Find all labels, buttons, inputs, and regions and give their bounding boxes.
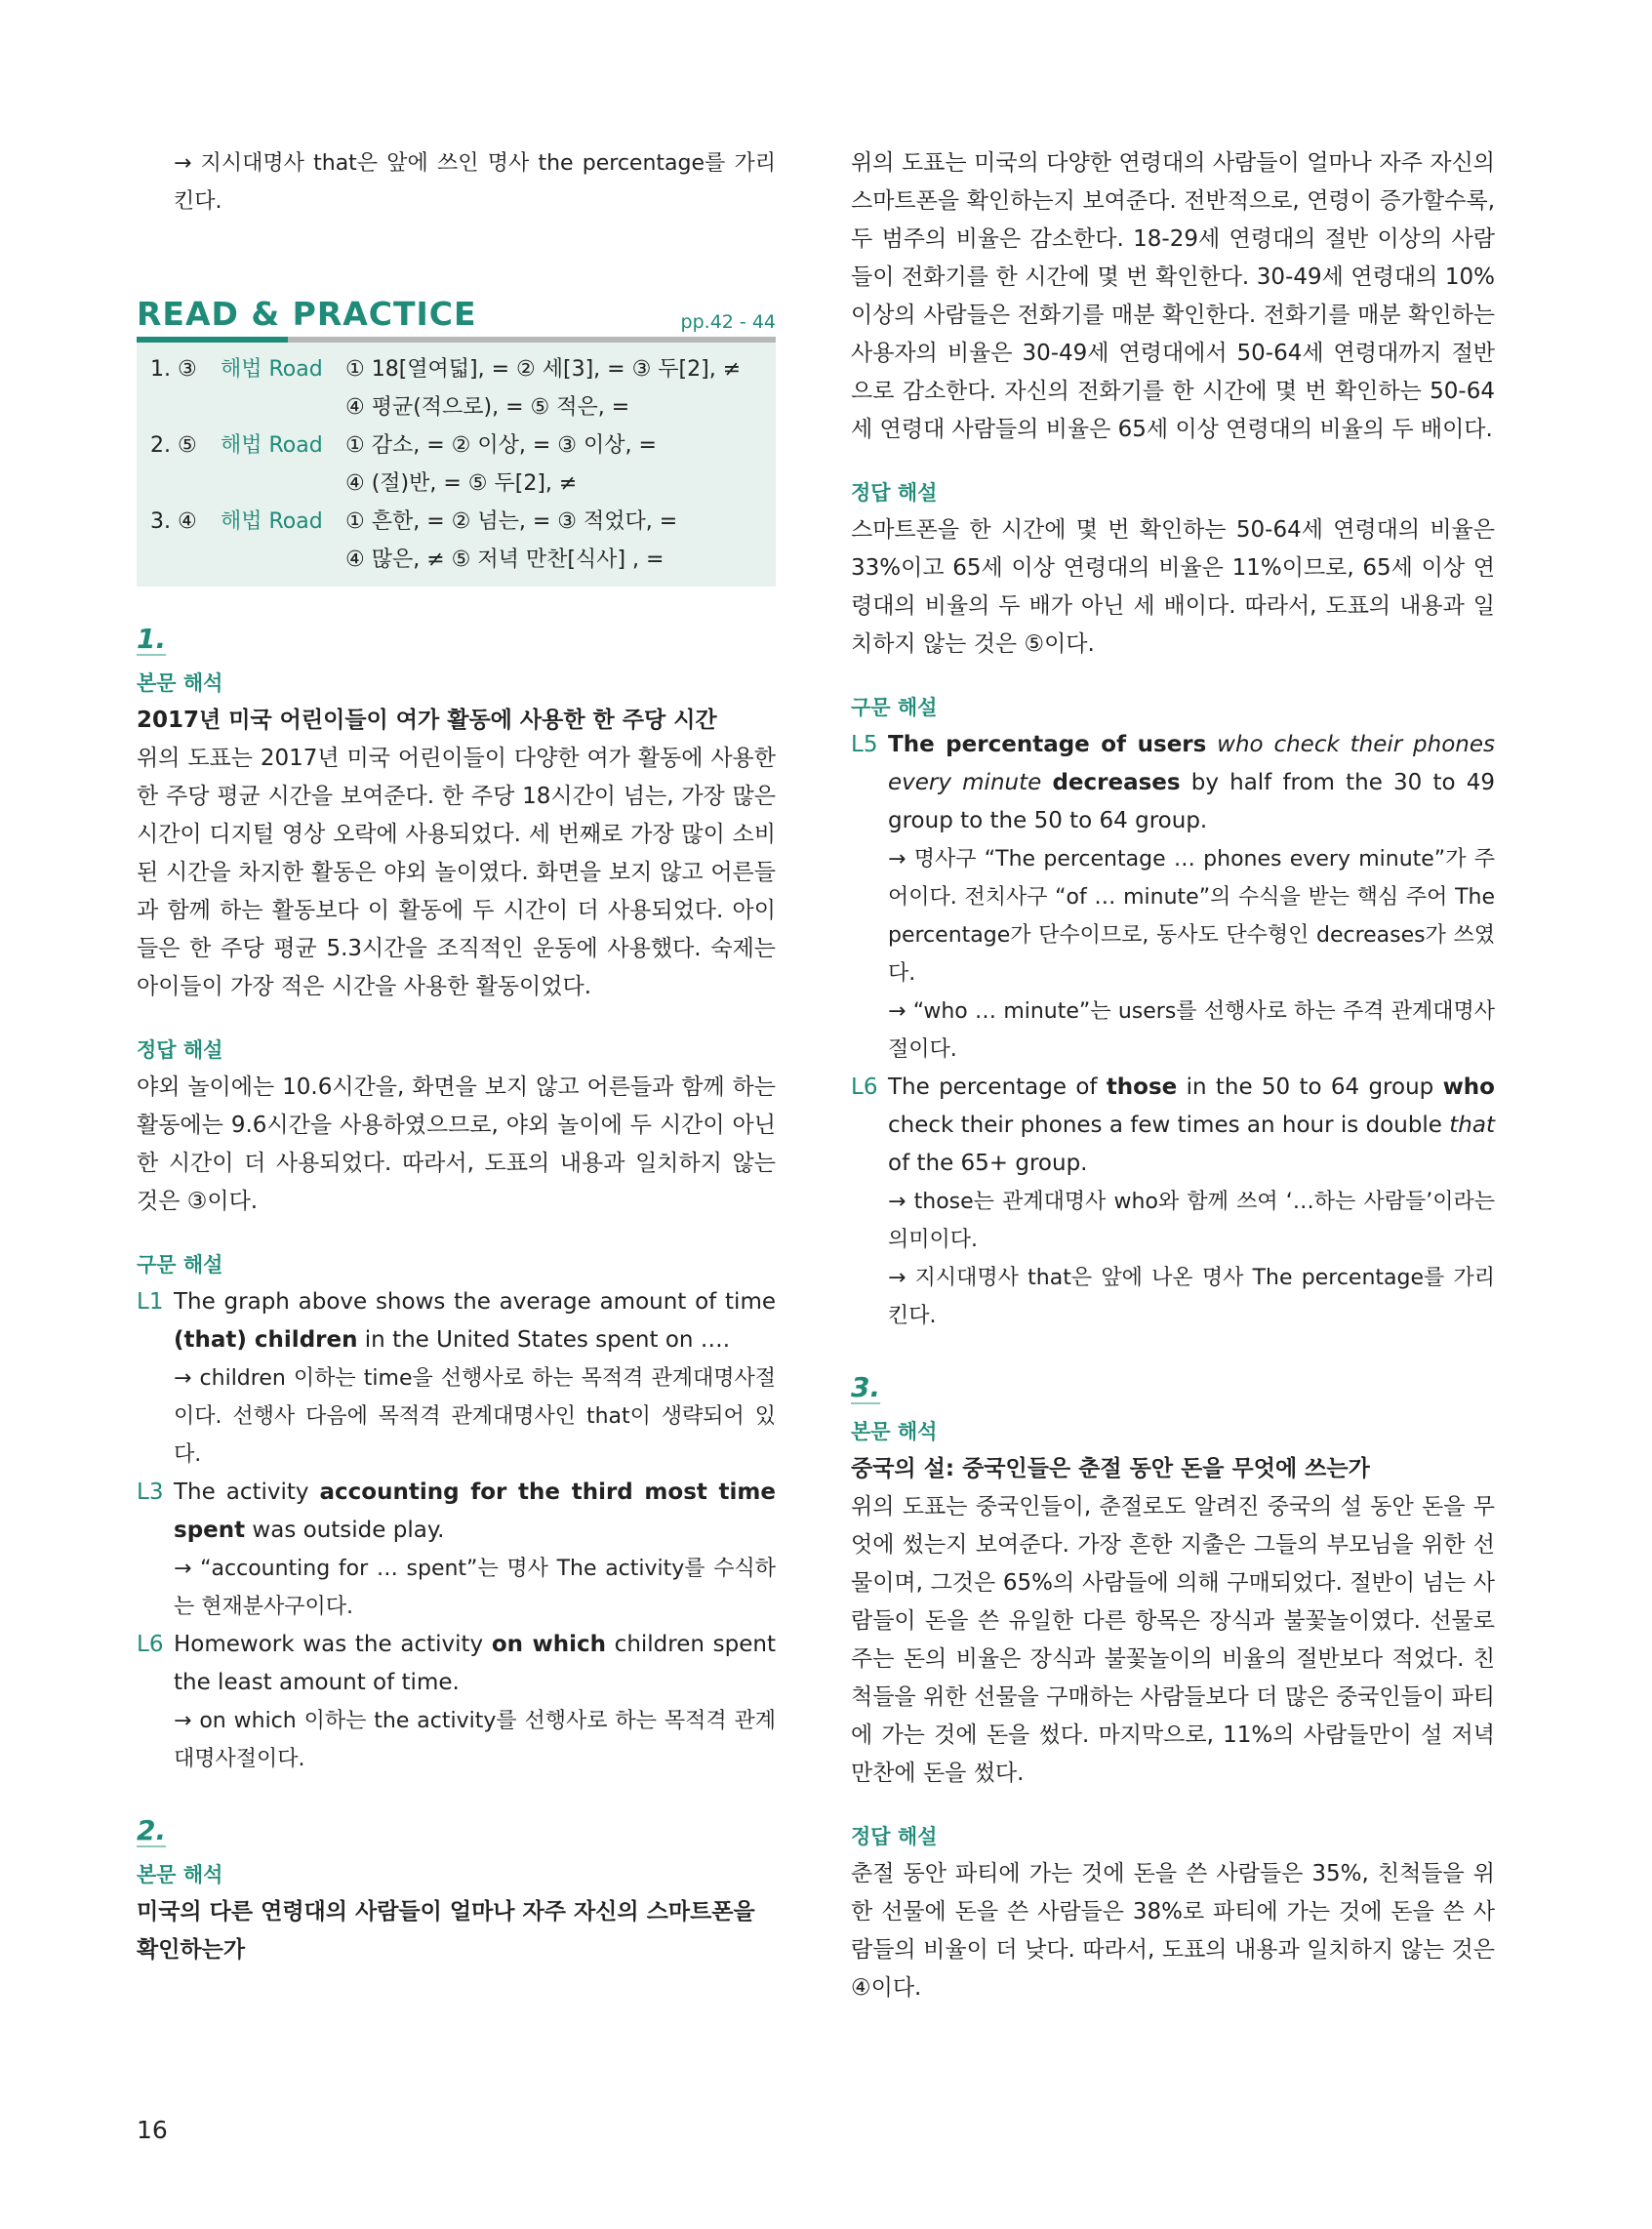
syntax-line: L6 The percentage of those in the 50 to 64 group who check their phones a few times an hour is double that of the 65+ group. → those는 관계대명사 who와 함께 쓰여 ‘…하는 사람들’이라는 의미이다. → 지시대명사 that은 앞에 나온 명사 The percentage를 가리킨다. (851, 1069, 1495, 1335)
question-number: 3. (851, 1371, 881, 1403)
passage-title: 2017년 미국 어린이들이 여가 활동에 사용한 한 주당 시간 (137, 708, 717, 733)
section-label: 구문 해설 (137, 1253, 223, 1277)
section-label: 본문 해석 (137, 1863, 223, 1886)
translation-text: 위의 도표는 미국의 다양한 연령대의 사람들이 얼마나 자주 자신의 스마트폰을 확인하는지 보여준다. 전반적으로, 연령이 증가할수록, 두 범주의 비율은 감소한다. 18-29세 연령대의 절반 이상의 사람들이 전화기를 한 시간에 몇 번 확인한다. 30-49세 연령대의 10% 이상의 사람들은 전화기를 매분 확인한다. 전화기를 매분 확인하는 사용자의 비율은 30-49세 연령대에서 50-64세 연령대까지 절반으로 감소한다. 자신의 전화기를 한 시간에 몇 번 확인하는 50-64세 연령대 사람들의 비율은 65세 이상 연령대의 비율의 두 배이다. (851, 150, 1495, 442)
syntax-line: L1 The graph above shows the average amount of time (that) children in the United States spent on …. → children 이하는 time을 선행사로 하는 목적격 관계대명사절이다. 선행사 다음에 목적격 관계대명사인 that이 생략되어 있다. (137, 1283, 776, 1474)
syntax-note: → children 이하는 time을 선행사로 하는 목적격 관계대명사절이다. 선행사 다음에 목적격 관계대명사인 that이 생략되어 있다. (174, 1366, 776, 1467)
syntax-line: L6 Homework was the activity on which children spent the least amount of time. → on which 이하는 the activity를 선행사로 하는 목적격 관계대명사절이다. (137, 1626, 776, 1778)
syntax-line: L5 The percentage of users who check their phones every minute decreases by half from the 30 to 49 group to the 50 to 64 group. → 명사구 “The percentage … phones every minute”가 주어이다. 전치사구 “of … minute”의 수식을 받는 핵심 주어 The percentage가 단수이므로, 동사도 단수형인 decreases가 쓰였다. → “who … minute”는 users를 선행사로 하는 주격 관계대명사절이다. (851, 726, 1495, 1069)
translation-text: 위의 도표는 2017년 미국 어린이들이 다양한 여가 활동에 사용한 한 주당 평균 시간을 보여준다. 한 주당 18시간이 넘는, 가장 많은 시간이 디지털 영상 오락에 사용되었다. 세 번째로 가장 많이 소비된 시간을 차지한 활동은 야외 놀이였다. 화면을 보지 않고 어른들과 함께 하는 활동보다 이 활동에 두 시간이 더 사용되었다. 아이들은 한 주당 평균 5.3시간을 조직적인 운동에 사용했다. 숙제는 아이들이 가장 적은 시간을 사용한 활동이었다. (137, 746, 776, 999)
answer-key-box (137, 343, 776, 587)
page-range: pp.42 - 44 (680, 311, 776, 333)
section-label: 정답 해설 (851, 481, 938, 505)
question-number: 2. (137, 1814, 167, 1846)
section-label: 구문 해설 (851, 696, 938, 719)
section-label: 본문 해석 (137, 671, 223, 695)
syntax-note: → “accounting for … spent”는 명사 The activity를 수식하는 현재분사구이다. (174, 1557, 776, 1619)
header-rule (137, 337, 776, 343)
translation-text: 위의 도표는 중국인들이, 춘절로도 알려진 중국의 설 동안 돈을 무엇에 썼는지 보여준다. 가장 흔한 지출은 그들의 부모님을 위한 선물이며, 그것은 65%의 사람들에 의해 구매되었다. 절반이 넘는 사람들이 돈을 쓴 유일한 다른 항목은 장식과 불꽃놀이였다. 선물로 주는 돈의 비율은 장식과 불꽃놀이의 비율의 절반보다 적었다. 친척들을 위한 선물을 구매하는 사람들보다 더 많은 중국인들이 파티에 가는 것에 돈을 썼다. 마지막으로, 11%의 사람들만이 설 저녁 만찬에 돈을 썼다. (851, 1494, 1495, 1786)
answer-row: 1. ③ 해법 Road ① 18[열여덟], = ② 세[3], = ③ 두[2], ≠ ④ 평균(적으로), = ⑤ 적은, = (150, 357, 742, 420)
syntax-line: L3 The activity accounting for the third most time spent was outside play. → “accounting for … spent”는 명사 The activity를 수식하는 현재분사구이다. (137, 1474, 776, 1626)
section-label: 정답 해설 (137, 1038, 223, 1062)
section-label: 본문 해석 (851, 1420, 938, 1443)
read-practice-title: READ & PRACTICE (137, 295, 477, 333)
left-column (137, 144, 776, 1969)
answer-explanation: 춘절 동안 파티에 가는 것에 돈을 쓴 사람들은 35%, 친척들을 위한 선물에 돈을 쓴 사람들은 38%로 파티에 가는 것에 돈을 쓴 사람들의 비율이 더 낮다. 따라서, 도표의 내용과 일치하지 않는 것은 ④이다. (851, 1861, 1495, 2001)
passage-title: 중국의 설: 중국인들은 춘절 동안 돈을 무엇에 쓰는가 (851, 1456, 1370, 1481)
answer-row: 3. ④ 해법 Road ① 흔한, = ② 넘는, = ③ 적었다, = ④ 많은, ≠ ⑤ 저녁 만찬[식사] , = (150, 509, 678, 572)
answer-row: 2. ⑤ 해법 Road ① 감소, = ② 이상, = ③ 이상, = ④ (절)반, = ⑤ 두[2], ≠ (150, 433, 657, 496)
answer-explanation: 야외 놀이에는 10.6시간을, 화면을 보지 않고 어른들과 함께 하는 활동에는 9.6시간을 사용하였으므로, 야외 놀이에 두 시간이 아닌 한 시간이 더 사용되었다. 따라서, 도표의 내용과 일치하지 않는 것은 ③이다. (137, 1074, 776, 1214)
syntax-note: → “who … minute”는 users를 선행사로 하는 주격 관계대명사절이다. (888, 999, 1495, 1062)
section-label: 정답 해설 (851, 1825, 938, 1848)
syntax-note: → those는 관계대명사 who와 함께 쓰여 ‘…하는 사람들’이라는 의미이다. (888, 1190, 1495, 1252)
right-column (851, 144, 1495, 2007)
passage-title: 미국의 다른 연령대의 사람들이 얼마나 자주 자신의 스마트폰을 확인하는가 (137, 1899, 755, 1963)
syntax-note: → 명사구 “The percentage … phones every minute”가 주어이다. 전치사구 “of … minute”의 수식을 받는 핵심 주어 The percentage가 단수이므로, 동사도 단수형인 decreases가 쓰였다. (888, 847, 1495, 986)
answer-explanation: 스마트폰을 한 시간에 몇 번 확인하는 50-64세 연령대의 비율은 33%이고 65세 이상 연령대의 비율은 11%이므로, 65세 이상 연령대의 비율의 두 배가 아닌 세 배이다. 따라서, 도표의 내용과 일치하지 않는 것은 ⑤이다. (851, 517, 1495, 657)
syntax-note: → on which 이하는 the activity를 선행사로 하는 목적격 관계대명사절이다. (174, 1709, 776, 1771)
syntax-note: → 지시대명사 that은 앞에 나온 명사 The percentage를 가리킨다. (888, 1266, 1495, 1328)
page-number: 16 (137, 2116, 168, 2144)
read-practice-header (137, 295, 776, 337)
question-number: 1. (137, 623, 167, 655)
intro-note: → 지시대명사 that은 앞에 쓰인 명사 the percentage를 가리킨다. (174, 151, 776, 214)
